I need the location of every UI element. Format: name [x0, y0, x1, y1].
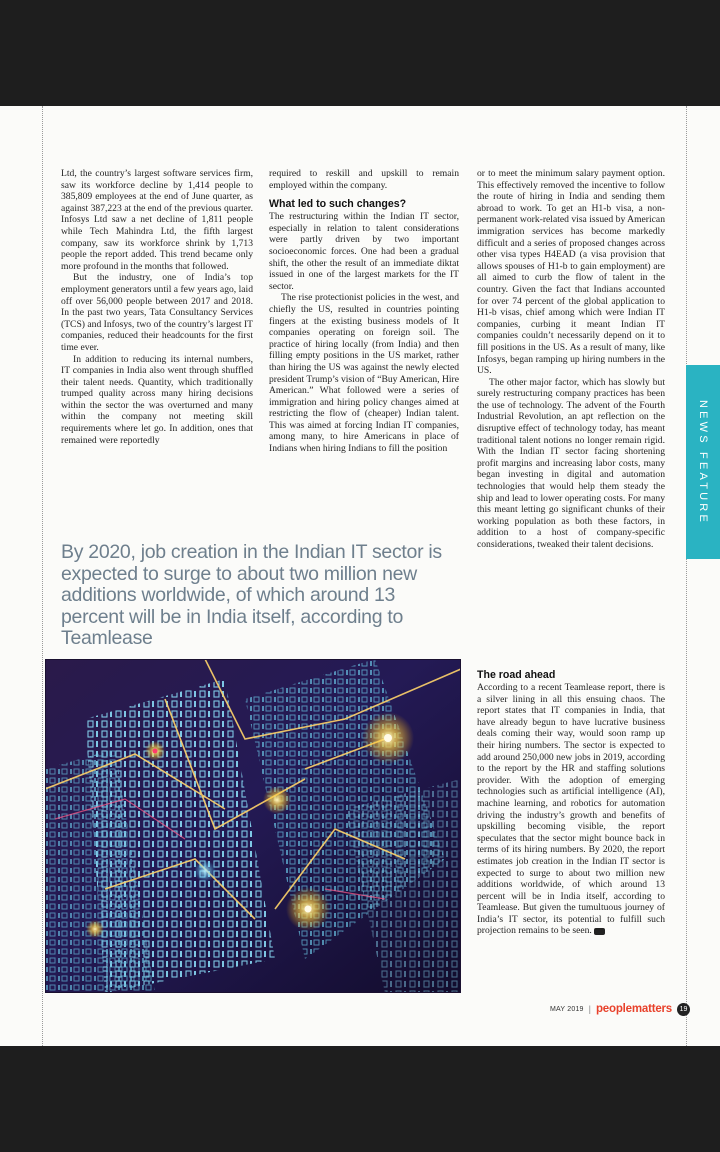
footer-separator: |	[588, 1004, 591, 1014]
col3-paragraph-1: or to meet the minimum salary payment option. This effectively removed the incentive to follow the route of hiring in India and sending them abroad to work. To get an H1-b visa, a non-permanent work-related visa issued by American immigration services has become markedly difficult and a series of proposed changes across other visa types H4EAD (a visa provision that allows spouses of H1-b to gain employment) are all aimed to curb the flow of talent in the country. Given the fact that Indians accounted for over 74 percent of the global application to H1-b visas, chief among which were Indian IT companies, curbing it meant Indian IT companies couldn’t necessarily depend on it to fill positions in the US. As a result of many, like Infosys, began ramping up hiring numbers in the US.	[477, 168, 665, 377]
col2-paragraph-3: The rise protectionist policies in the west, and chiefly the US, resulted in countries pointing fingers at the existing business models of It companies operating on foreign soil. The practice of hiring locally (from India) and then filling empty positions in the US market, rather than hiring the US was against the newly elected president Trump’s vision of “Buy American, Hire American.” What followed were a series of immigration and hiring policy changes aimed at restricting the flow of (cheaper) Indian talent. This was aimed at forcing Indian IT companies, among many, to hire Americans in place of Indians when hiring Indians to fill the position	[269, 292, 459, 455]
viewer-top-bar	[0, 0, 720, 106]
magazine-page	[0, 106, 720, 1046]
section-heading-road-ahead: The road ahead	[477, 669, 556, 681]
col3-paragraph-2: The other major factor, which has slowly but surely restructuring company practices has been the use of technology. The advent of the Fourth Industrial Revolution, an apt reflection on the disruptive effect of technology today, has meant traditional talent notions no longer remain rigid. With the Indian IT sector facing shortening profit margins and increasing labor costs, many began investing in digital and automation technologies that would help them steady the ship and lead to lower operating costs. For many this meant letting go significant chunks of their working population as both these factors, in addition to a host of company-specific considerations, tweaked their talent decisions.	[477, 376, 665, 550]
column-3-lower	[477, 662, 665, 937]
issue-date: MAY 2019	[550, 1005, 584, 1013]
col2-paragraph-1: required to reskill and upskill to remain employed within the company.	[269, 168, 459, 191]
column-1	[61, 168, 253, 446]
digital-circuit-image	[45, 659, 461, 993]
viewer-bottom-bar	[0, 1046, 720, 1152]
col2-paragraph-2: The restructuring within the Indian IT sector, especially in relation to talent considerations were partly driven by two important socioeconomic forces. One had been a gradual shift, the other the result of an immediate diktat issued in one of the largest markets for the IT sector.	[269, 211, 459, 292]
right-margin-guide	[686, 106, 687, 1046]
end-of-article-icon	[594, 928, 605, 935]
column-3	[477, 168, 665, 551]
page-number: 19	[677, 1003, 690, 1016]
left-margin-guide	[42, 106, 43, 1046]
pull-quote: By 2020, job creation in the Indian IT sector is expected to surge to about two million new additions worldwide, of which around 13 percent will be in India itself, according to Teamlease	[61, 541, 442, 649]
brand-logo: peoplematters	[595, 1003, 672, 1015]
col3-paragraph-3-text: According to a recent Teamlease report, there is a silver lining in all this ensuing chaos. The report states that IT companies in India, that have already begun to have lucrative business deals coming their way, would soon ramp up their hiring numbers. The sector is expected to add around 250,000 new jobs in 2019, according to the report by the HR and staffing solutions provider. With the adoption of emerging technologies such as artificial intelligence (AI), machine learning, and robotics for automation driving the industry’s growth and benefits of upskilling becoming visible, the report speculates that the sector might bounce back in terms of its hiring numbers. By 2020, the report estimates job creation in the Indian IT sector is expected to surge to about two million new additions worldwide, of which around 13 percent will be in India itself, according to Teamlease. But given the tumultuous journey of India’s IT sector, its potential to fulfill such projection remains to be seen.	[477, 682, 665, 937]
col1-paragraph-1: Ltd, the country’s largest software services firm, saw its workforce decline by 1,414 people to 385,809 employees at the end of June quarter, as against 387,223 at the end of the previous quarter. Infosys Ltd saw a net decline of 1,811 people while Tech Mahindra Ltd, the fifth largest company, saw its workforce shrink by 1,713 people the report added. This trend became only more profound in the months that followed.	[61, 168, 253, 272]
section-tab	[686, 365, 720, 559]
col1-paragraph-2: But the industry, one of India’s top employment generators until a few years ago, laid off over 56,000 people between 2017 and 2018. In the past two years, Tata Consultancy Services (TCS) and Infosys, two of the country’s largest IT companies, reduced their headcounts for the first time ever.	[61, 272, 253, 353]
section-heading-changes: What led to such changes?	[269, 198, 407, 211]
page-footer	[550, 1002, 690, 1016]
section-tab-label: NEWS FEATURE	[697, 399, 709, 525]
col1-paragraph-3: In addition to reducing its internal numbers, IT companies in India also went through shuffled their talent needs. Quantity, which traditionally trumped quality across many hiring decisions within the sector the was overturned and many within the company not meeting skill requirements where let go. In addition, ones that remained were reportedly	[61, 353, 253, 446]
column-2	[269, 168, 459, 455]
col3-paragraph-3	[477, 682, 665, 937]
